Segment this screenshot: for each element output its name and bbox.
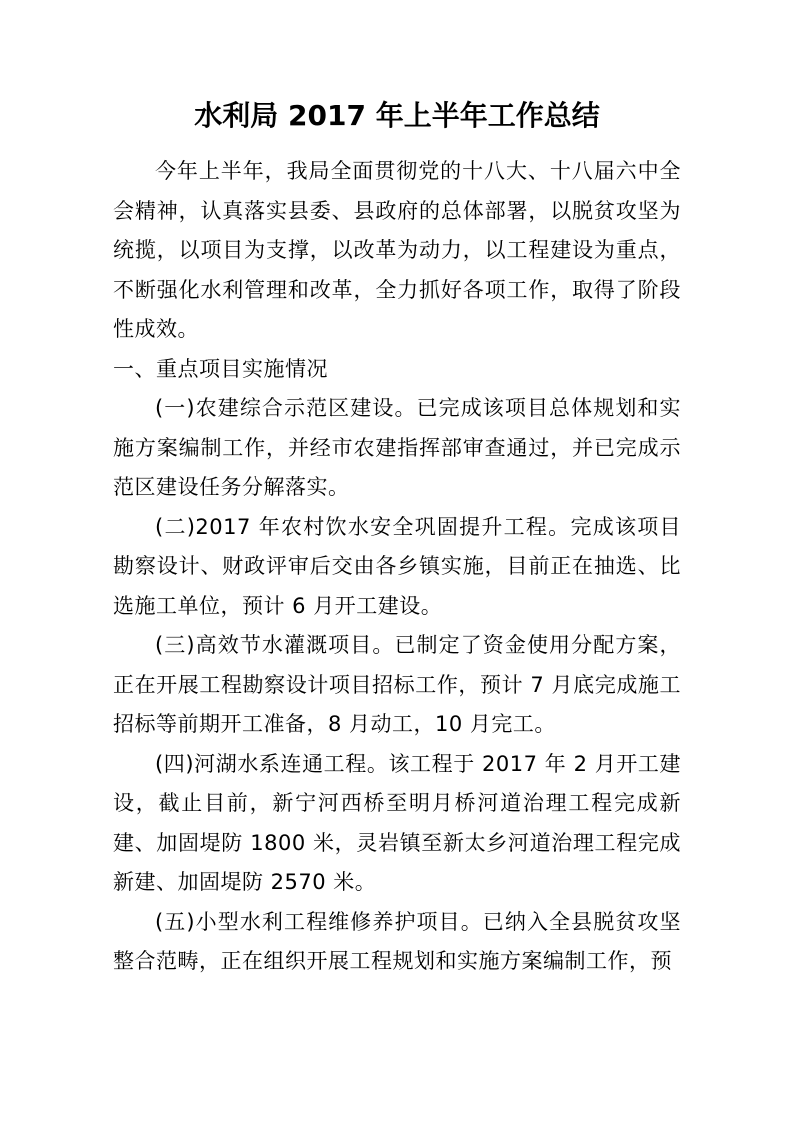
paragraph-item-2: (二)2017 年农村饮水安全巩固提升工程。完成该项目勘察设计、财政评审后交由各乡镇实施，目前正在抽选、比选施工单位，预计 6 月开工建设。 [113,514,681,618]
intro-paragraph: 今年上半年，我局全面贯彻党的十八大、十八届六中全会精神，认真落实县委、县政府的总体部署，以脱贫攻坚为统揽，以项目为支撑，以改革为动力，以工程建设为重点，不断强化水利管理和改革，全力抓好各项工作，取得了阶段性成效。 [113,159,681,341]
document-body [113,152,681,982]
paragraph-item-3: (三)高效节水灌溉项目。已制定了资金使用分配方案，正在开展工程勘察设计项目招标工作，预计 7 月底完成施工招标等前期开工准备，8 月动工，10 月完工。 [113,633,681,736]
section-heading-key-projects: 一、重点项目实施情况 [113,356,328,381]
paragraph-item-4: (四)河湖水系连通工程。该工程于 2017 年 2 月开工建设，截止目前，新宁河西桥至明月桥河道治理工程完成新建、加固堤防 1800 米，灵岩镇至新太乡河道治理工程完成新建、加固堤防 2570 米。 [113,751,681,894]
paragraph-item-5: (五)小型水利工程维修养护项目。已纳入全县脱贫攻坚整合范畴，正在组织开展工程规划和实施方案编制工作，预 [113,909,681,973]
document-title: 水利局 2017 年上半年工作总结 [194,99,600,132]
paragraph-item-1: (一)农建综合示范区建设。已完成该项目总体规划和实施方案编制工作，并经市农建指挥部审查通过，并已完成示范区建设任务分解落实。 [113,396,681,499]
